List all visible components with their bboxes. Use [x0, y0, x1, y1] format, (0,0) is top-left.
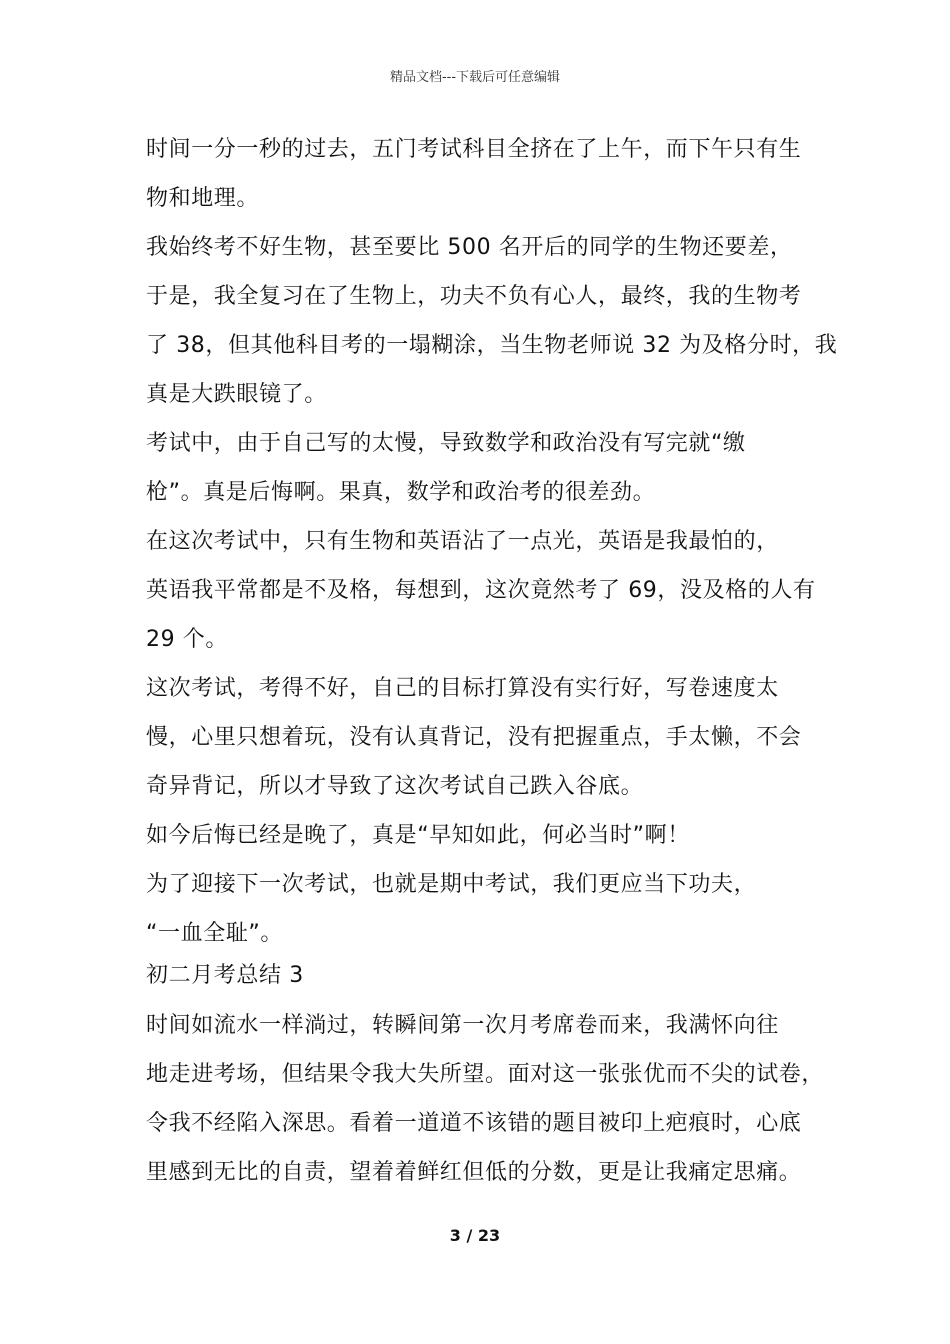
text-line: 29 个。: [146, 627, 228, 652]
document-body: [146, 128, 838, 1185]
text-line: 我始终考不好生物，甚至要比 500 名开后的同学的生物还要差，: [146, 235, 793, 260]
text-line: 了 38，但其他科目考的一塌糊涂，当生物老师说 32 为及格分时，我: [146, 333, 838, 358]
text-line: 令我不经陷入深思。看着一道道不该错的题目被印上疤痕时，心底: [146, 1111, 802, 1136]
section-heading: 初二月考总结 3: [146, 963, 304, 988]
text-line: 物和地理。: [146, 186, 260, 211]
text-line: 这次考试，考得不好，自己的目标打算没有实行好，写卷速度太: [146, 676, 779, 701]
text-line: 枪”。真是后悔啊。果真，数学和政治考的很差劲。: [146, 480, 656, 505]
text-line: 时间如流水一样淌过，转瞬间第一次月考席卷而来，我满怀向往: [146, 1013, 779, 1038]
text-line: 慢，心里只想着玩，没有认真背记，没有把握重点，手太懒，不会: [146, 725, 802, 750]
text-line: 奇异背记，所以才导致了这次考试自己跌入谷底。: [146, 774, 644, 799]
text-line: 为了迎接下一次考试，也就是期中考试，我们更应当下功夫，: [146, 872, 757, 897]
text-line: 里感到无比的自责，望着着鲜红但低的分数，更是让我痛定思痛。: [146, 1160, 802, 1185]
text-line: 在这次考试中，只有生物和英语沾了一点光，英语是我最怕的，: [146, 529, 779, 554]
page-number: 3 / 23: [449, 1226, 501, 1245]
text-line: 如今后悔已经是晚了，真是“早知如此，何必当时”啊！: [146, 823, 690, 848]
text-line: 英语我平常都是不及格，每想到，这次竟然考了 69，没及格的人有: [146, 578, 816, 603]
text-line: “一血全耻”。: [146, 921, 283, 946]
text-line: 真是大跌眼镜了。: [146, 382, 327, 407]
text-line: 地走进考场，但结果令我大失所望。面对这一张张优而不尖的试卷，: [146, 1062, 825, 1087]
text-line: 时间一分一秒的过去，五门考试科目全挤在了上午，而下午只有生: [146, 137, 802, 162]
text-line: 于是，我全复习在了生物上，功夫不负有心人，最终，我的生物考: [146, 284, 802, 309]
text-line: 考试中，由于自己写的太慢，导致数学和政治没有写完就“缴: [146, 431, 746, 456]
page-header: 精品文档---下载后可任意编辑: [389, 70, 561, 85]
